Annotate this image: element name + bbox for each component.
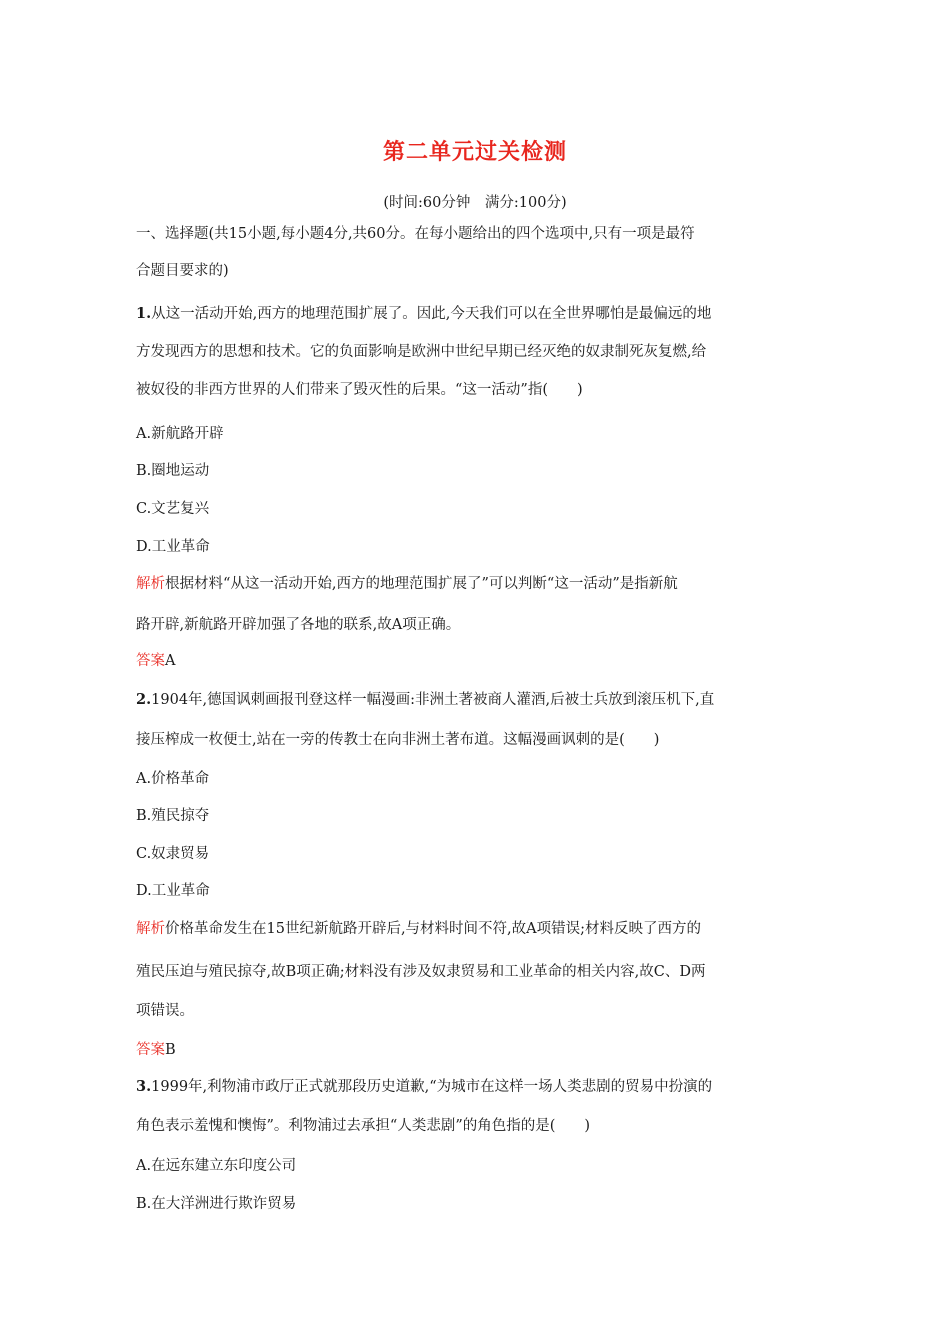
analysis-line: 解析价格革命发生在15世纪新航路开辟后,与材料时间不符,故A项错误;材料反映了西方的 <box>136 921 702 937</box>
analysis-line: 殖民压迫与殖民掠夺,故B项正确;材料没有涉及奴隶贸易和工业革命的相关内容,故C、D两 <box>136 964 706 980</box>
analysis-line: 路开辟,新航路开辟加强了各地的联系,故A项正确。 <box>136 617 461 633</box>
answer-value: A <box>165 653 176 669</box>
page-title: 第二单元过关检测 <box>382 140 567 165</box>
exam-time-and-score: (时间:60分钟 满分:100分) <box>383 195 567 211</box>
answer-label: 答案 <box>136 1042 165 1058</box>
analysis-line: 项错误。 <box>136 1003 194 1019</box>
option: A.新航路开辟 <box>136 426 224 442</box>
section-header-line: 合题目要求的) <box>136 263 229 279</box>
option: B.在大洋洲进行欺诈贸易 <box>136 1196 297 1212</box>
question-stem-line: 方发现西方的思想和技术。它的负面影响是欧洲中世纪早期已经灭绝的奴隶制死灰复燃,给 <box>136 344 707 360</box>
question-number: 1. <box>136 305 152 322</box>
analysis-label: 解析 <box>136 921 165 937</box>
option: C.奴隶贸易 <box>136 846 210 862</box>
answer-value: B <box>165 1042 176 1058</box>
question-stem-line: 2.1904年,德国讽刺画报刊登这样一幅漫画:非洲土著被商人灌酒,后被士兵放到滚压机下,直 <box>136 691 715 708</box>
question-stem-line: 1.从这一活动开始,西方的地理范围扩展了。因此,今天我们可以在全世界哪怕是最偏远的地 <box>136 305 712 322</box>
option: B.圈地运动 <box>136 463 210 479</box>
option: A.价格革命 <box>136 771 210 787</box>
answer-label: 答案 <box>136 653 165 669</box>
analysis-line: 解析根据材料“从这一活动开始,西方的地理范围扩展了”可以判断“这一活动”是指新航 <box>136 576 678 592</box>
section-header-line: 一、选择题(共15小题,每小题4分,共60分。在每小题给出的四个选项中,只有一项是最符 <box>136 226 695 242</box>
option: D.工业革命 <box>136 539 210 555</box>
question-stem-line: 角色表示羞愧和懊悔”。利物浦过去承担“人类悲剧”的角色指的是( ) <box>136 1118 591 1134</box>
option: A.在远东建立东印度公司 <box>136 1158 297 1174</box>
option: B.殖民掠夺 <box>136 808 210 824</box>
question-stem-line: 被奴役的非西方世界的人们带来了毁灭性的后果。“这一活动”指( ) <box>136 382 583 398</box>
question-stem-line: 接压榨成一枚便士,站在一旁的传教士在向非洲土著布道。这幅漫画讽刺的是( ) <box>136 732 660 748</box>
analysis-label: 解析 <box>136 576 165 592</box>
answer-line <box>136 1040 826 1060</box>
question-number: 3. <box>136 1078 152 1095</box>
option: D.工业革命 <box>136 883 210 899</box>
question-number: 2. <box>136 691 152 708</box>
answer-line <box>136 651 826 671</box>
question-stem-line: 3.1999年,利物浦市政厅正式就那段历史道歉,“为城市在这样一场人类悲剧的贸易中扮演的 <box>136 1078 713 1095</box>
option: C.文艺复兴 <box>136 501 210 517</box>
